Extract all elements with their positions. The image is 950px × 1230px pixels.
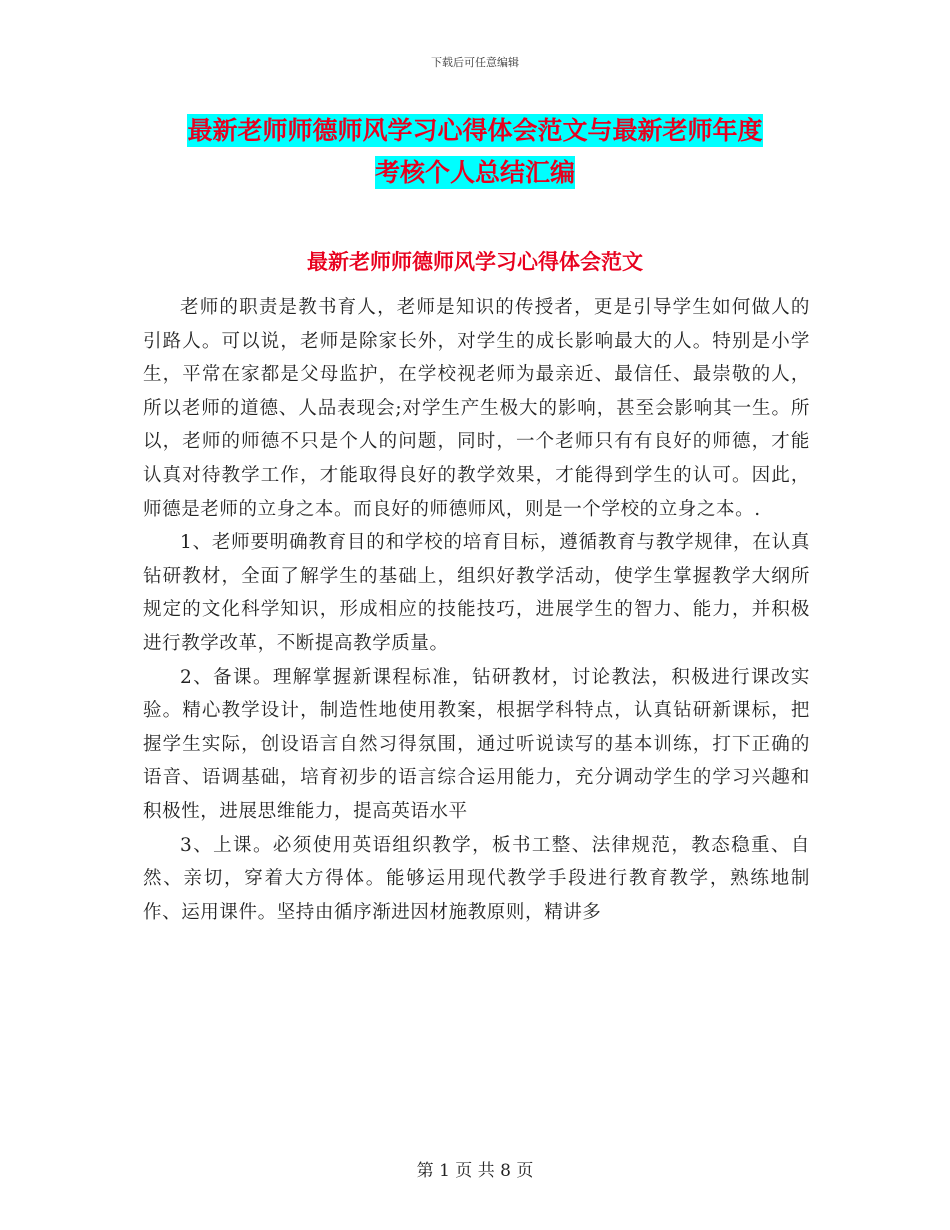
- paragraph-point-3: 3、上课。必须使用英语组织教学，板书工整、法律规范，教态稳重、自然、亲切，穿着大方得体。能够运用现代教学手段进行教育教学，熟练地制作、运用课件。坚持由循序渐进因材施教原则，精讲多: [143, 834, 810, 923]
- paragraph-point-2: 2、备课。理解掌握新课程标准，钻研教材，讨论教法，积极进行课改实验。精心教学设计，制造性地使用教案，根据学科特点，认真钻研新课标，把握学生实际，创设语言自然习得氛围，通过听说读写的基本训练，打下正确的语音、语调基础，培育初步的语言综合运用能力，充分调动学生的学习兴趣和积极性，进展思维能力，提高英语水平: [143, 666, 810, 822]
- paragraph-point-1: 1、老师要明确教育目的和学校的培育目标，遵循教育与教学规律，在认真钻研教材，全面了解学生的基础上，组织好教学活动，使学生掌握教学大纲所规定的文化科学知识，形成相应的技能技巧，进展学生的智力、能力，并积极进行教学改革，不断提高教学质量。: [143, 532, 810, 654]
- paragraph-intro: 老师的职责是教书育人，老师是知识的传授者，更是引导学生如何做人的引路人。可以说，老师是除家长外，对学生的成长影响最大的人。特别是小学生，平常在家都是父母监护，在学校视老师为最亲近、最信任、最崇敬的人，所以老师的道德、人品表现会;对学生产生极大的影响，甚至会影响其一生。所以，老师的师德不只是个人的问题，同时，一个老师只有有良好的师德，才能认真对待教学工作，才能取得良好的教学效果，才能得到学生的认可。因此，师德是老师的立身之本。而良好的师德师风，则是一个学校的立身之本。.: [143, 297, 810, 520]
- page-number-footer: 第 1 页 共 8 页: [416, 1161, 534, 1181]
- header-note: 下载后可任意编辑: [431, 56, 519, 69]
- section-title: 最新老师师德师风学习心得体会范文: [307, 250, 643, 274]
- body-text: [143, 291, 810, 929]
- document-title-line-1: 最新老师师德师风学习心得体会范文与最新老师年度: [187, 116, 763, 145]
- document-title: [140, 110, 810, 194]
- document-title-line-2: 考核个人总结汇编: [374, 158, 575, 187]
